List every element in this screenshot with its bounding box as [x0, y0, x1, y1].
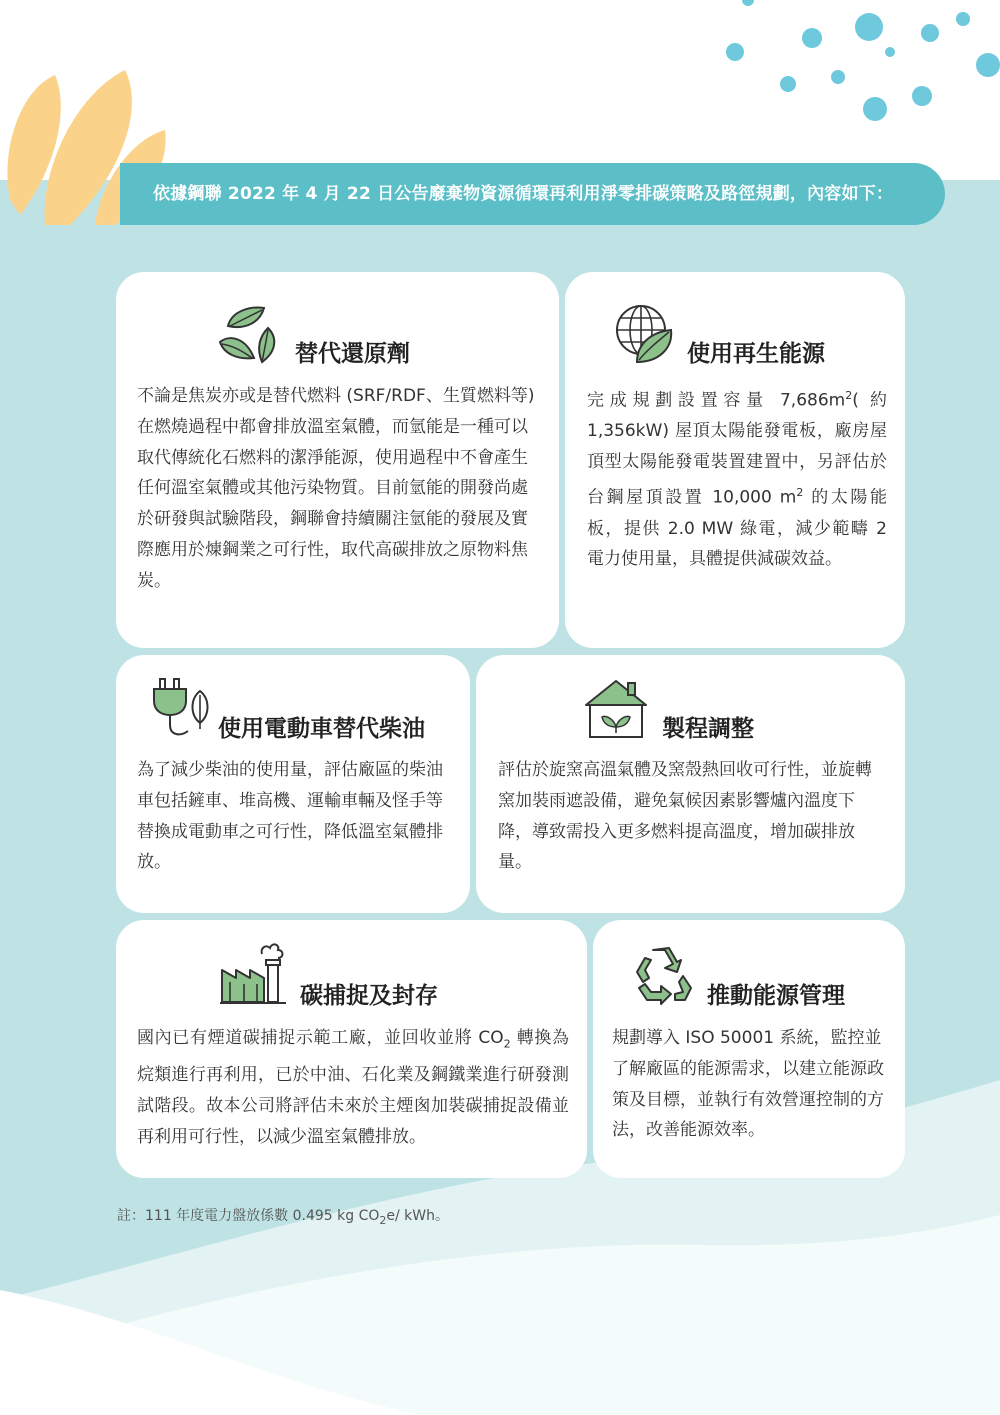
card-alternative-reductant [116, 272, 559, 648]
superscript: 2 [796, 486, 804, 500]
dot-shape [921, 24, 939, 42]
dot-shape [976, 53, 1000, 77]
recycle-icon [631, 942, 695, 1006]
card-body-text: ( 約 1,356kW) 屋頂太陽能發電板，廠房屋頂型太陽能發電裝置建置中，另評估於台鋼屋頂設置 10,000 m [587, 390, 887, 508]
card-body-text: 的太陽能板，提供 2.0 MW 綠電，減少範疇 2 電力使用量，具體提供減碳效益。 [587, 487, 887, 570]
card-title: 推動能源管理 [707, 983, 845, 1009]
dot-shape [831, 70, 845, 84]
card-body: 規劃導入 ISO 50001 系統，監控並了解廠區的能源需求，以建立能源政策及目標，並執行有效營運控制的方法，改善能源效率。 [612, 1028, 884, 1141]
dot-shape [855, 13, 883, 41]
card-title: 使用電動車替代柴油 [218, 716, 425, 742]
card-body: 評估於旋窯高溫氣體及窯殼熱回收可行性，並旋轉窯加裝雨遮設備，避免氣候因素影響爐內溫度下降，導致需投入更多燃料提高溫度，增加碳排放量。 [498, 760, 872, 873]
footnote-text: 註：111 年度電力盤放係數 0.495 kg CO [117, 1208, 380, 1224]
dot-shape [863, 97, 887, 121]
dot-shape [742, 0, 754, 6]
dot-shape [885, 47, 895, 57]
leaves-icon [216, 300, 286, 370]
superscript: 2 [845, 389, 853, 402]
card-title: 替代還原劑 [295, 341, 410, 367]
card-energy-management [593, 920, 905, 1178]
card-body-text: 轉換為烷類進行再利用，已於中油、石化業及鋼鐵業進行研發測試階段。故本公司將評估未來於主煙囪加裝碳捕捉設備並再利用可行性，以減少溫室氣體排放。 [137, 1028, 570, 1147]
dot-shape [956, 12, 970, 26]
card-body: 為了減少柴油的使用量，評估廠區的柴油車包括鏟車、堆高機、運輸車輛及怪手等替換成電動車之可行性，降低溫室氣體排放。 [137, 760, 443, 873]
card-renewable-energy [565, 272, 905, 648]
card-body: 不論是焦炭亦或是替代燃料 (SRF/RDF、生質燃料等) 在燃燒過程中都會排放溫室氣體，而氫能是一種可以取代傳統化石燃料的潔淨能源，使用過程中不會產生任何溫室氣體或其他污染物質。目前氫能的開發尚處於研發與試驗階段，鋼聯會持續關注氫能的發展及實際應用於煉鋼業之可行性，取代高碳排放之原物料焦炭。 [137, 386, 535, 591]
dot-shape [726, 43, 744, 61]
footnote-text: e/ kWh。 [386, 1208, 449, 1224]
card-body [587, 381, 887, 575]
house-leaf-icon [584, 679, 648, 739]
card-title: 製程調整 [662, 716, 754, 742]
card-process-adjustment [476, 655, 905, 913]
card-body-text: 國內已有煙道碳捕捉示範工廠，並回收並將 CO [137, 1028, 504, 1048]
card-carbon-capture [116, 920, 587, 1178]
card-electric-vehicles [116, 655, 470, 913]
card-title: 使用再生能源 [687, 341, 825, 367]
intro-banner-text: 依據鋼聯 2022 年 4 月 22 日公告廢棄物資源循環再利用淨零排碳策略及路徑規劃，內容如下： [153, 184, 894, 204]
dot-shape [780, 76, 796, 92]
globe-leaf-icon [613, 302, 677, 366]
subscript: 2 [503, 1037, 511, 1051]
subscript: 2 [379, 1213, 387, 1227]
factory-icon [220, 940, 288, 1006]
plug-leaf-icon [152, 677, 214, 743]
footnote [117, 1205, 449, 1227]
card-title: 碳捕捉及封存 [300, 983, 438, 1009]
dot-shape [912, 86, 932, 106]
dot-shape [802, 28, 822, 48]
card-body-text: 完成規劃設置容量 7,686m [587, 390, 846, 411]
card-body [137, 1023, 569, 1153]
